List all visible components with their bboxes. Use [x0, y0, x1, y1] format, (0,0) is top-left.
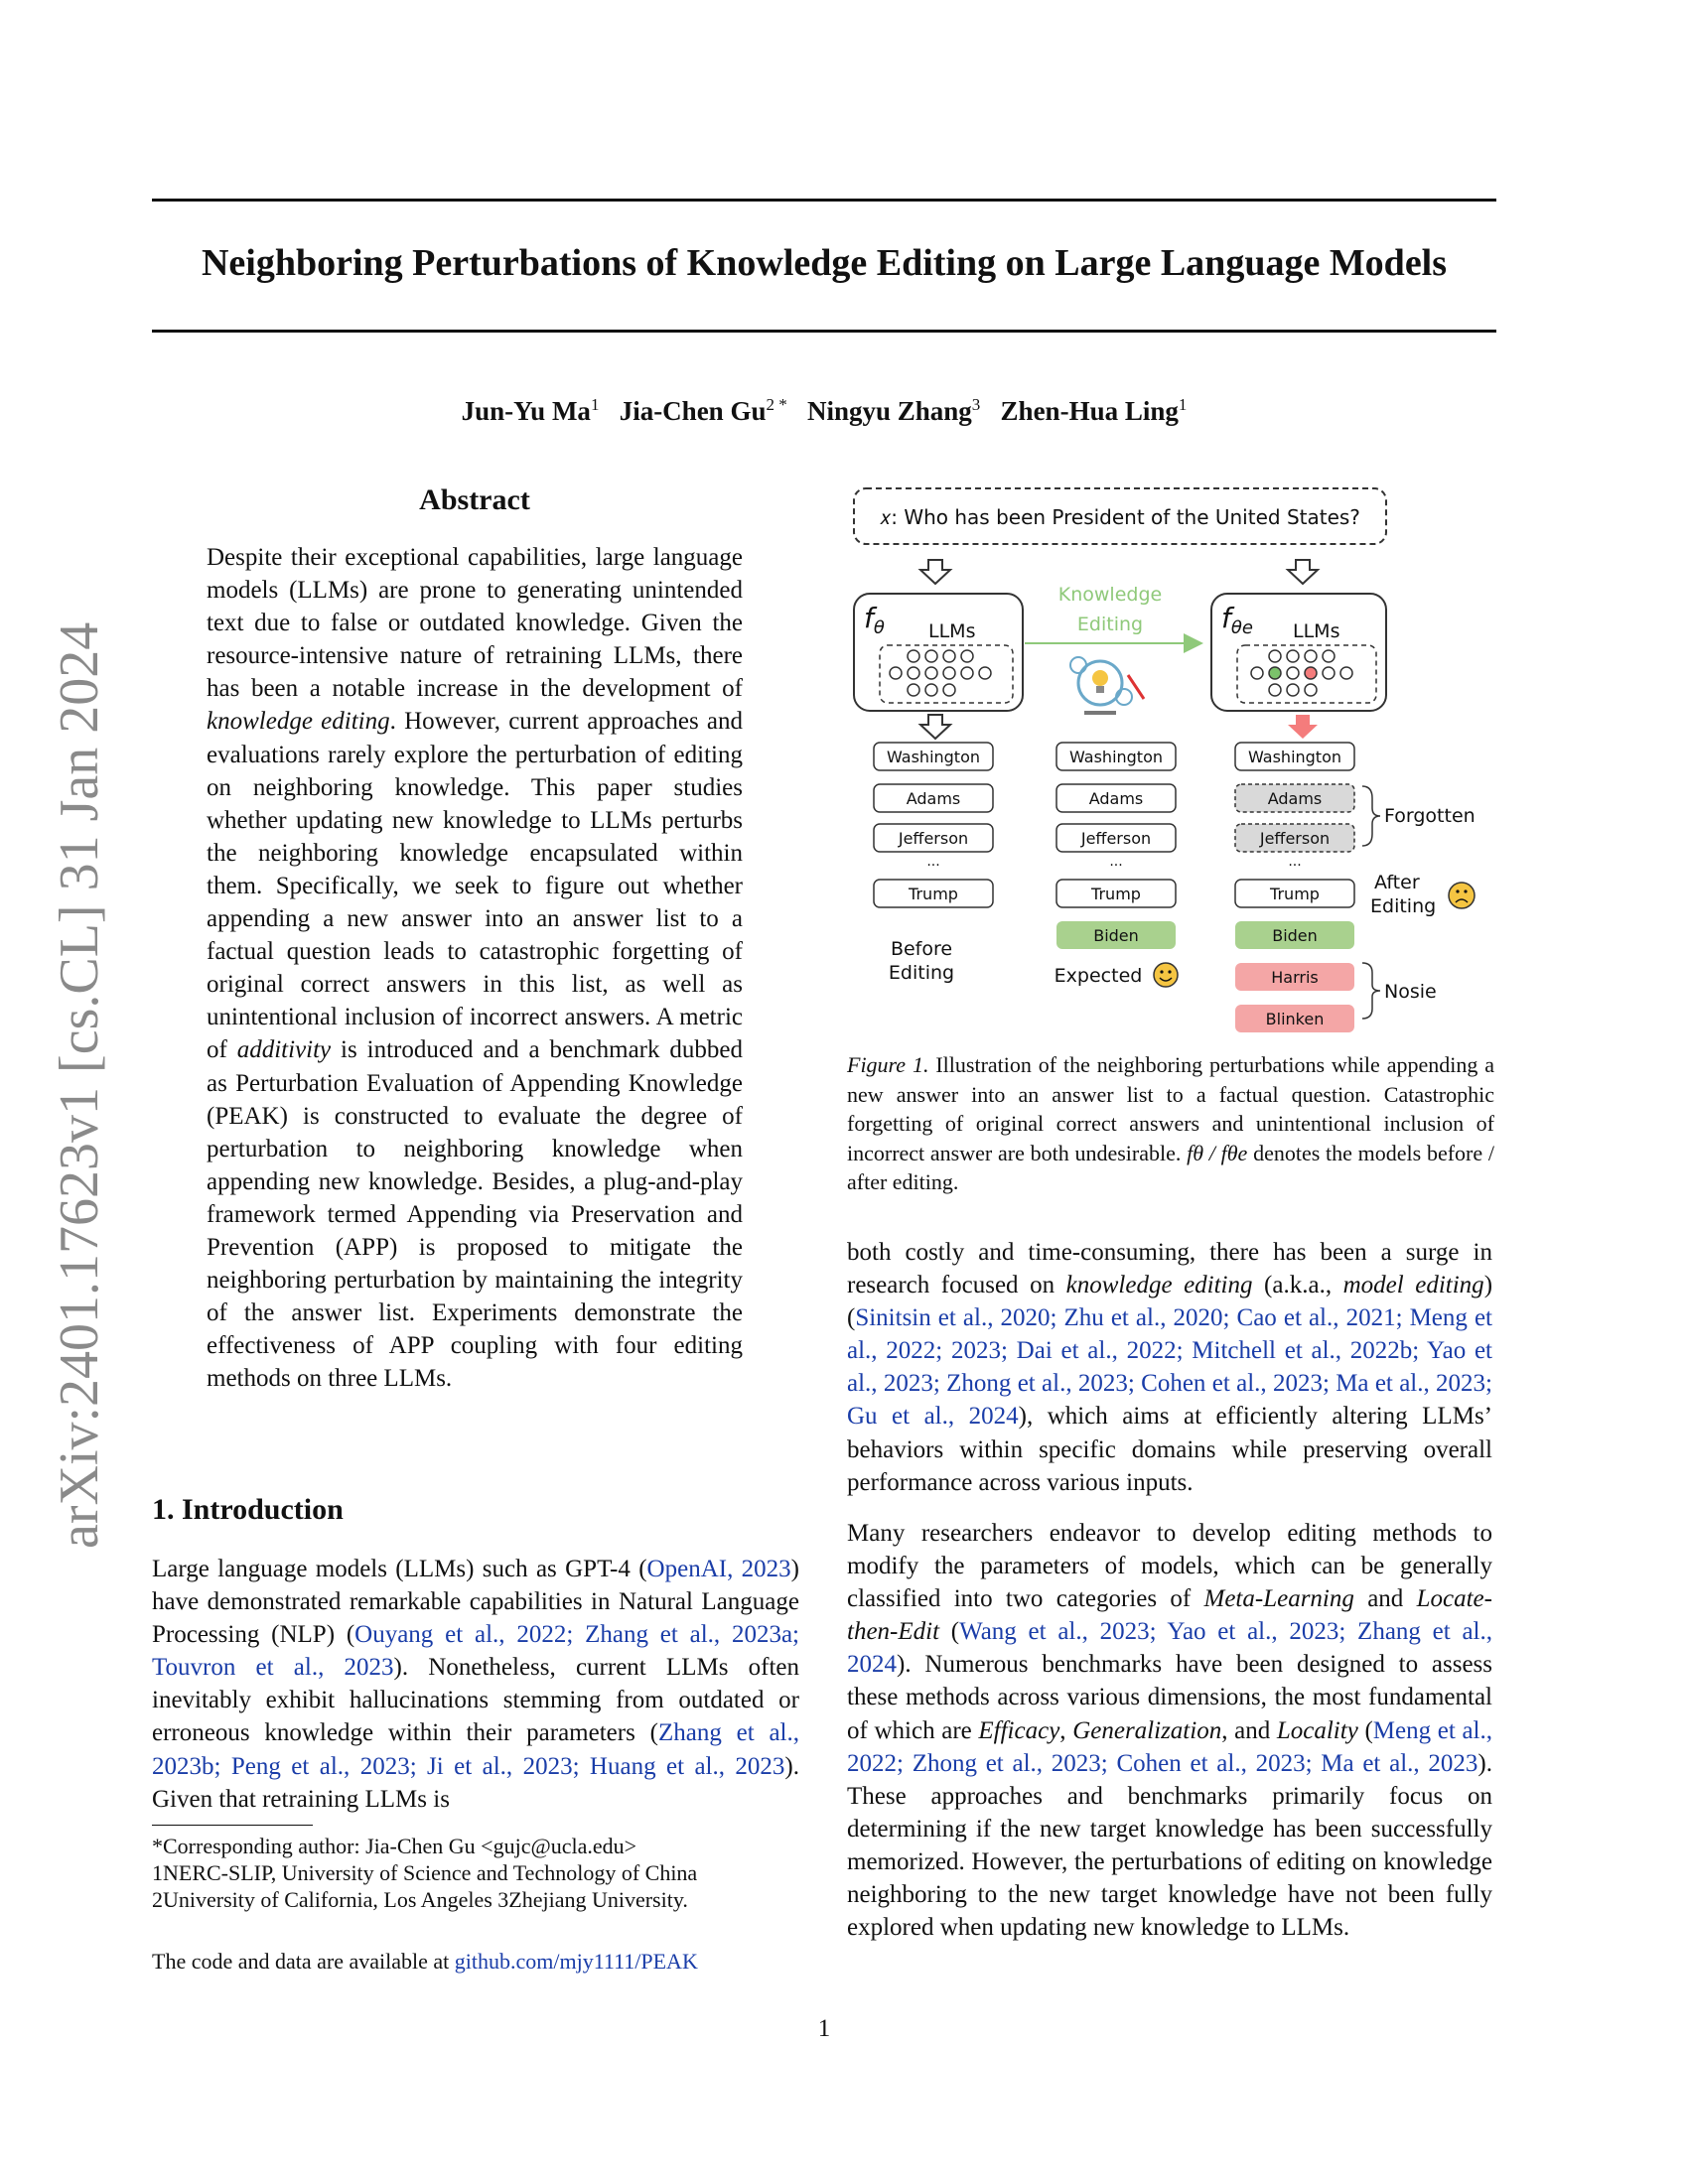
page-number: 1: [817, 2015, 831, 2042]
citation-link[interactable]: Ouyang et al., 2022; Zhang et al., 2023a; Touvron et al., 2023: [152, 1621, 799, 1682]
intro-text-run: Large language models (LLMs) such as GPT-4 (: [152, 1556, 647, 1582]
sad-face-icon: [1449, 883, 1475, 908]
llms-label: LLMs: [1293, 620, 1340, 642]
body-text-run: both costly and time-consuming, there has been a surge in research focused on: [847, 1239, 1492, 1299]
caption-text: denotes the models before / after editing.: [847, 1140, 1494, 1194]
down-arrow-icon: [920, 715, 950, 739]
introduction-body: [152, 1553, 799, 1816]
author-name: Jia-Chen Gu: [619, 396, 767, 426]
figure-1: [844, 477, 1499, 1042]
abstract-emphasis: additivity: [236, 1036, 332, 1064]
footnote-corresponding: *Corresponding author: Jia-Chen Gu <gujc@ucla.edu>: [152, 1834, 637, 1858]
abstract-heading: Abstract: [419, 483, 530, 516]
body-emphasis: Locate-then-Edit: [847, 1585, 1492, 1646]
author-name: Ningyu Zhang: [806, 396, 972, 426]
before-editing-label: Editing: [888, 962, 955, 984]
abstract-text-run: . However, current approaches and evaluations rarely explore the perturbation of editing on neighboring knowledge. This paper studies whether updating new knowledge to LLMs perturbs the neighboring knowledge encapsulated within them. Specifically, we seek to figure out whether appending a new answer into an answer list to a factual question leads to catastrophic forgetting of original correct answers in this list, as well as unintentional inclusion of incorrect answers. A metric of: [207, 708, 744, 1064]
new-answer-text: Biden: [1093, 926, 1139, 945]
citation-link[interactable]: Wang et al., 2023; Yao et al., 2023; Zhang et al., 2024: [847, 1618, 1493, 1679]
body-text-run: , and: [1221, 1716, 1277, 1744]
down-arrow-icon: [920, 560, 950, 584]
noise-answer-text: Harris: [1271, 968, 1319, 987]
answer-text: Jefferson: [898, 829, 969, 848]
model-after-symbol: $f_{\theta e}$: [1221, 602, 1253, 638]
right-column-paragraph-1: [847, 1236, 1492, 1499]
before-answer-list: [874, 743, 993, 984]
answer-text: Trump: [909, 885, 958, 903]
introduction-heading: 1. Introduction: [152, 1493, 344, 1526]
answer-text: Washington: [1247, 748, 1342, 766]
right-column-paragraph-2: [847, 1517, 1492, 1944]
title-rule-bottom: [152, 330, 1496, 333]
caption-label: Figure 1.: [847, 1052, 929, 1077]
author-name: Zhen-Hua Ling: [1000, 396, 1179, 426]
footnotes: [152, 1833, 799, 1913]
body-emphasis: Locality: [1276, 1716, 1358, 1744]
neuron-grid: [890, 650, 991, 696]
after-editing-label: After: [1374, 872, 1420, 893]
body-text-run: ). These approaches and benchmarks primarily focus on determining if the new target knowledge has been successfully memorized. However, the perturbations of editing on knowledge neighboring to the new target knowledge have not been fully explored when updating new knowledge to LLMs.: [847, 1749, 1492, 1942]
code-link[interactable]: github.com/mjy1111/PEAK: [454, 1949, 698, 1974]
citation-link[interactable]: Sinitsin et al., 2020; Zhu et al., 2020; Cao et al., 2021; Meng et al., 2022; 2023; Dai et al., 2022; Mitchell et al., 2022b; Yao et al., 2023; Zhong et al., 2023; Cohen et al., 2023; Ma et al., 2023; Gu et al., 2024: [847, 1304, 1492, 1431]
citation-link[interactable]: Meng et al., 2022; Zhong et al., 2023; Cohen et al., 2023; Ma et al., 2023: [847, 1716, 1492, 1777]
body-emphasis: knowledge editing: [1065, 1272, 1253, 1299]
author-mark: 2 *: [766, 395, 787, 414]
answer-text: Jefferson: [1080, 829, 1152, 848]
noise-brace: [1362, 963, 1380, 1019]
llms-label: LLMs: [928, 620, 976, 642]
forgotten-brace: [1362, 786, 1380, 846]
after-editing-label: Editing: [1370, 895, 1437, 917]
forgotten-label: Forgotten: [1384, 805, 1476, 827]
before-editing-label: Before: [890, 938, 953, 960]
author-mark: 3: [971, 395, 981, 414]
forgotten-answer-text: Jefferson: [1259, 829, 1331, 848]
ellipsis: ...: [926, 854, 940, 870]
model-before-symbol: $f_\theta$: [864, 602, 885, 638]
answer-text: Washington: [886, 748, 981, 766]
smiley-face-icon: [1154, 963, 1178, 987]
neuron-grid: [1251, 650, 1352, 696]
caption-math: fθ / fθe: [1187, 1140, 1248, 1165]
intro-text-run: ) have demonstrated remarkable capabilities in Natural Language Processing (NLP) (: [152, 1556, 799, 1649]
body-text-run: ) (: [847, 1272, 1493, 1332]
abstract-text-run: Despite their exceptional capabilities, large language models (LLMs) are prone to generating unintended text due to false or outdated knowledge. Given the resource-intensive nature of retraining LLMs, there has been a notable increase in the development of: [207, 544, 743, 703]
after-answer-list: [1235, 743, 1476, 1032]
body-text-run: (a.k.a.,: [1252, 1272, 1343, 1299]
question-text: 𝑥: Who has been President of the United States?: [880, 505, 1360, 529]
body-text-run: (: [1357, 1716, 1373, 1744]
editing-gear-icon: [1070, 657, 1144, 715]
answer-text: Washington: [1068, 748, 1164, 766]
body-text-run: and: [1353, 1585, 1417, 1613]
body-emphasis: model editing: [1342, 1272, 1484, 1299]
noise-label: Nosie: [1384, 981, 1437, 1003]
new-answer-text: Biden: [1272, 926, 1318, 945]
ellipsis: ...: [1288, 854, 1302, 870]
caption-text: Illustration of the neighboring perturbations while appending a new answer into an answer list to a factual question. Catastrophic forgetting of original correct answers and unintentional inclusion of incorrect answer are both undesirable.: [847, 1052, 1494, 1165]
citation-link[interactable]: Zhang et al., 2023b; Peng et al., 2023; Ji et al., 2023; Huang et al., 2023: [152, 1719, 800, 1780]
ellipsis: ...: [1109, 854, 1123, 870]
abstract-body: [207, 541, 743, 1395]
knowledge-editing-label: Editing: [1076, 614, 1144, 635]
author-mark: 1: [1178, 395, 1188, 414]
author-name: Jun-Yu Ma: [461, 396, 591, 426]
footnote-affiliation: 1NERC-SLIP, University of Science and Technology of China: [152, 1860, 698, 1885]
answer-text: Adams: [1088, 789, 1144, 808]
body-emphasis: Meta-Learning: [1203, 1585, 1354, 1613]
title-rule-top: [152, 199, 1496, 202]
intro-text-run: ). Nonetheless, current LLMs often inevitably exhibit hallucinations stemming from outdated or erroneous knowledge within their parameters (: [152, 1654, 799, 1747]
knowledge-editing-label: Knowledge: [1057, 584, 1163, 606]
expected-answer-list: [1055, 743, 1178, 987]
code-availability: [152, 1948, 698, 1976]
answer-text: Adams: [906, 789, 961, 808]
answer-text: Trump: [1270, 885, 1320, 903]
down-arrow-icon: [1288, 560, 1318, 584]
citation-link[interactable]: OpenAI, 2023: [646, 1556, 791, 1582]
intro-text-run: ). Given that retraining LLMs is: [152, 1752, 799, 1813]
body-text-run: (: [939, 1618, 960, 1646]
body-text-run: ,: [1059, 1716, 1073, 1744]
body-emphasis: Efficacy: [978, 1716, 1060, 1744]
arxiv-watermark: arXiv:2401.17623v1 [cs.CL] 31 Jan 2024: [49, 621, 110, 1549]
author-mark: 1: [590, 395, 600, 414]
footnote-affiliation: 2University of California, Los Angeles 3Zhejiang University.: [152, 1887, 688, 1912]
answer-text: Trump: [1091, 885, 1141, 903]
abstract-emphasis: knowledge editing: [207, 708, 390, 736]
body-emphasis: Generalization: [1072, 1716, 1222, 1744]
body-text-run: ), which aims at efficiently altering LLMs’ behaviors within specific domains while preserving overall performance across various inputs.: [847, 1403, 1493, 1496]
code-note-text: The code and data are available at: [152, 1949, 455, 1974]
author-list: [152, 387, 1496, 429]
noise-answer-text: Blinken: [1265, 1010, 1325, 1028]
body-text-run: Many researchers endeavor to develop editing methods to modify the parameters of models, which can be generally classified into two categories of: [847, 1520, 1492, 1613]
neuron-box: [880, 645, 1013, 703]
abstract-text-run: is introduced and a benchmark dubbed as Perturbation Evaluation of Appending Knowledge (PEAK) is constructed to evaluate the degree of perturbation to neighboring knowledge when appending new knowledge. Besides, a plug-and-play framework termed Appending via Preservation and Prevention (APP) is proposed to mitigate the neighboring perturbation by maintaining the integrity of the answer list. Experiments demonstrate the effectiveness of APP coupling with four editing methods on three LLMs.: [207, 1036, 743, 1393]
expected-label: Expected: [1054, 965, 1143, 987]
figure-caption: [847, 1050, 1494, 1197]
down-arrow-icon: [1288, 715, 1318, 739]
footnote-rule: [152, 1825, 313, 1826]
body-text-run: ). Numerous benchmarks have been designed to assess these methods across various dimensions, the most fundamental of which are: [847, 1651, 1492, 1744]
paper-title: Neighboring Perturbations of Knowledge Editing on Large Language Models: [201, 242, 1448, 284]
forgotten-answer-text: Adams: [1267, 789, 1323, 808]
